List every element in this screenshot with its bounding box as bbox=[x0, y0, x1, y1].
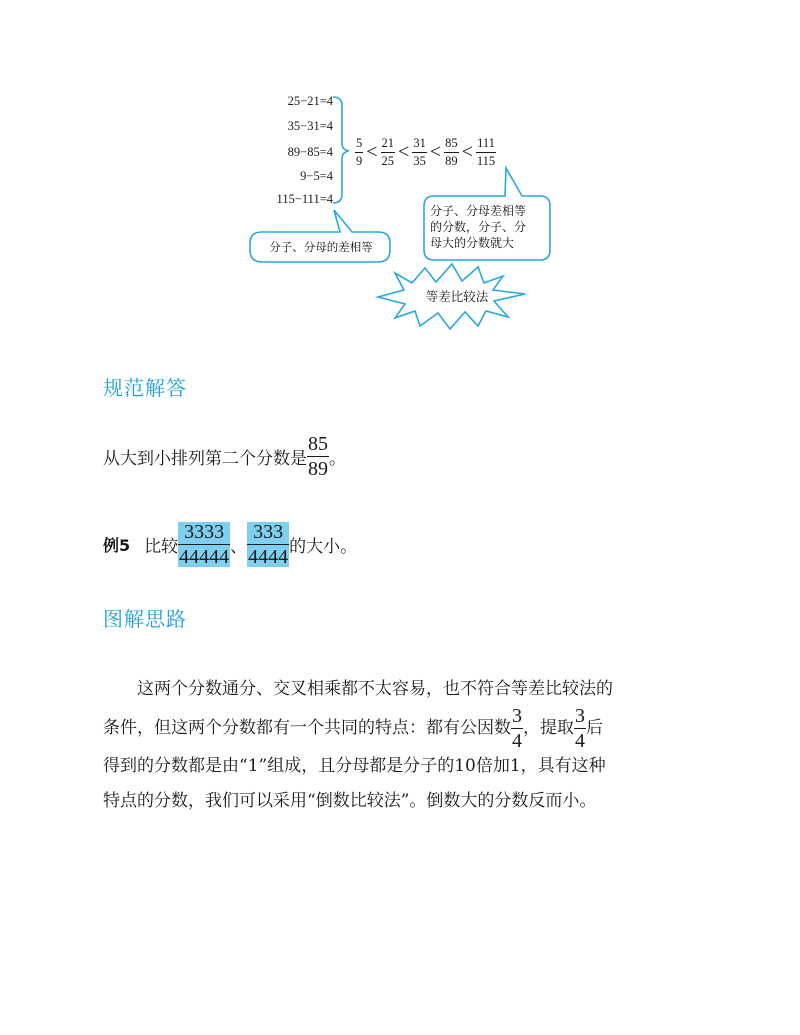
section-heading-analysis: 图解思路 bbox=[103, 607, 187, 631]
answer-line: 从大到小排列第二个分数是 $\frac{85}{89}$ 。 bbox=[103, 432, 346, 480]
less-than-sign: < bbox=[366, 140, 378, 163]
equation-1: 25−21=4 bbox=[287, 94, 333, 108]
right-bubble-text: 分子、分母差相等 的分数，分子、分 母大的分数就大 bbox=[430, 204, 527, 250]
chain-fraction-3: $\frac{31}{35}$ bbox=[413, 136, 426, 168]
equation-2: 35−31=4 bbox=[287, 119, 333, 133]
less-than-sign: < bbox=[398, 140, 410, 163]
equation-4: 9−5=4 bbox=[300, 169, 333, 183]
chain-fraction-5: $\frac{111}{115}$ bbox=[476, 136, 496, 168]
paragraph-line-1: 这两个分数通分、交叉相乘都不太容易，也不符合等差比较法的 bbox=[137, 679, 613, 699]
chain-fraction-4: $\frac{85}{89}$ bbox=[445, 136, 458, 168]
common-factor-fraction: $\frac{3}{4}$ bbox=[512, 704, 522, 752]
example-fraction-2: $\frac{333}{4444}$ bbox=[248, 520, 289, 568]
extract-fraction: $\frac{3}{4}$ bbox=[575, 704, 585, 752]
equation-5: 115−111=4 bbox=[276, 192, 333, 206]
left-bubble-text: 分子、分母的差相等 bbox=[269, 240, 373, 254]
curly-brace bbox=[333, 97, 349, 203]
paragraph-line-4: 特点的分数，我们可以采用“倒数比较法”。倒数大的分数反而小。 bbox=[103, 791, 597, 811]
burst-label: 等差比较法 bbox=[425, 289, 489, 304]
example-fraction-1: $\frac{3333}{44444}$ bbox=[179, 520, 230, 568]
fraction-chain bbox=[355, 134, 496, 170]
less-than-sign: < bbox=[429, 140, 442, 163]
equation-3: 89−85=4 bbox=[287, 145, 333, 159]
chain-fraction-1: $\frac{5}{9}$ bbox=[356, 136, 363, 168]
section-heading-solution: 规范解答 bbox=[103, 376, 187, 400]
diagram bbox=[0, 0, 800, 330]
analysis-paragraph bbox=[103, 672, 683, 819]
chain-fraction-2: $\frac{21}{25}$ bbox=[381, 136, 395, 168]
example-label: 例5 bbox=[103, 535, 131, 555]
example-line: 例5 比较 $\frac{3333}{44444}$ 、 $\frac{333}{4444}$ 的大小。 bbox=[103, 520, 358, 568]
answer-fraction: $\frac{85}{89}$ bbox=[308, 432, 328, 480]
paragraph-line-3: 得到的分数都是由“1”组成，且分母都是分子的10倍加1，具有这种 bbox=[103, 756, 606, 776]
less-than-sign: < bbox=[461, 140, 473, 163]
paragraph-line-2: 条件，但这两个分数都有一个共同的特点：都有公因数 $\frac{3}{4}$ ，提取 $\frac{3}{4}$ 后 bbox=[103, 704, 603, 752]
